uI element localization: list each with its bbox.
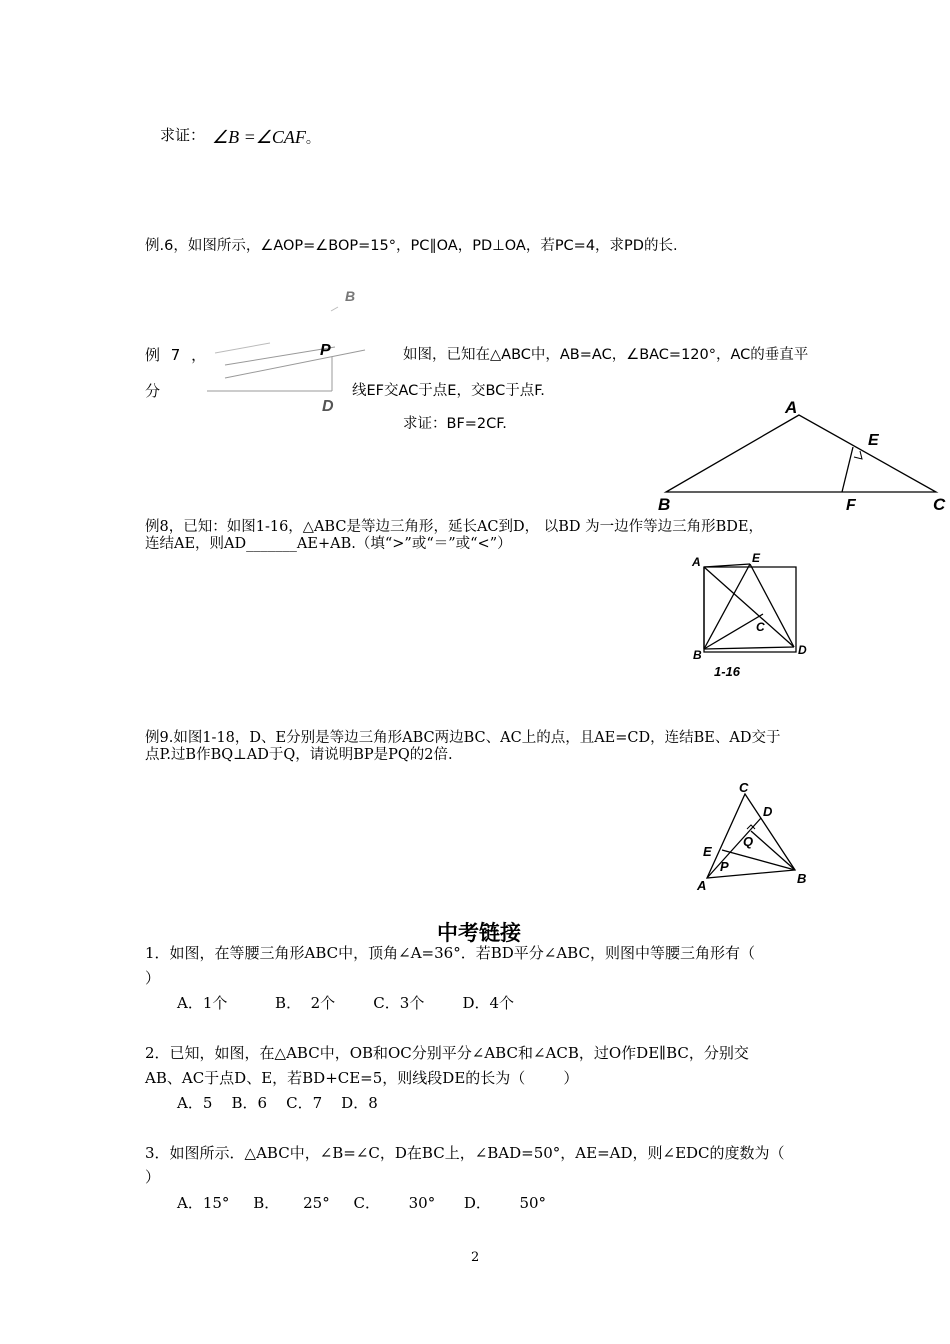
section-title: 中考链接 <box>437 921 521 945</box>
example-9-figure <box>695 778 825 898</box>
proof-prefix: 求证： <box>160 126 206 144</box>
label-q: Q <box>743 834 754 849</box>
question-1-line-2: ） <box>145 969 161 987</box>
example-9-line-1: 例9.如图1-18，D、E分别是等边三角形ABC两边BC、AC上的点，且AE=CD，连结BE、AD交于 <box>145 730 781 746</box>
label-e: E <box>703 844 712 859</box>
label-d: D <box>798 643 807 657</box>
question-3-options: A．15° B． 25° C． 30° D． 50° <box>177 1194 547 1212</box>
example-7-figure <box>650 395 950 515</box>
question-3-line-2: ） <box>145 1168 161 1186</box>
proof-formula-text: ∠B =∠CAF <box>212 127 306 147</box>
question-2-line-2: AB、AC于点D、E，若BD+CE=5，则线段DE的长为（ ） <box>145 1069 579 1087</box>
label-e: E <box>752 551 761 565</box>
question-2-options: A．5 B．6 C．7 D．8 <box>177 1094 378 1112</box>
label-a: A <box>785 398 798 417</box>
label-p: P <box>320 342 331 359</box>
label-a: A <box>692 555 701 569</box>
figure-caption: 1-16 <box>714 664 741 679</box>
example-9-line-2: 点P.过B作BQ⊥AD于Q，请说明BP是PQ的2倍. <box>145 747 453 763</box>
label-a: A <box>697 878 707 893</box>
question-1-options: A．1个 B． 2个 C．3个 D．4个 <box>177 994 515 1012</box>
label-c: C <box>756 620 765 634</box>
example-8-line-1: 例8，已知：如图1-16，△ABC是等边三角形，延长AC到D， 以BD 为一边作等边三角形BDE， <box>145 519 763 535</box>
proof-line <box>160 125 205 145</box>
question-2-line-1: 2．已知，如图，在△ABC中，OB和OC分别平分∠ABC和∠ACB，过O作DE∥BC，分别交 <box>145 1044 749 1062</box>
label-c: C <box>739 780 749 795</box>
label-c: C <box>933 495 946 514</box>
label-d: D <box>322 398 334 415</box>
question-3-line-1: 3．如图所示．△ABC中，∠B=∠C，D在BC上，∠BAD=50°，AE=AD，则∠EDC的度数为（ <box>145 1144 785 1162</box>
proof-formula <box>212 127 320 149</box>
label-f: F <box>846 497 856 514</box>
page-number: 2 <box>471 1250 480 1265</box>
example-7-text-1: 如图，已知在△ABC中，AB=AC，∠BAC=120°，AC的垂直平 <box>403 347 809 363</box>
label-p: P <box>720 859 729 874</box>
label-b: B <box>658 495 671 514</box>
label-d: D <box>763 804 773 819</box>
example-6-figure <box>195 285 375 415</box>
proof-suffix: 。 <box>305 131 320 147</box>
example-7-fen: 分 <box>145 382 161 400</box>
example-6: 例.6，如图所示，∠AOP=∠BOP=15°，PC∥OA，PD⊥OA，若PC=4，求PD的长. <box>145 238 678 254</box>
example-8-figure <box>688 552 818 687</box>
label-b: B <box>693 648 702 662</box>
example-7-text-2: 线EF交AC于点E，交BC于点F. <box>352 383 545 399</box>
label-b: B <box>797 871 807 886</box>
label-e: E <box>868 432 879 449</box>
label-b: B <box>345 288 356 304</box>
question-1-line-1: 1．如图，在等腰三角形ABC中，顶角∠A=36°．若BD平分∠ABC，则图中等腰三角形有（ <box>145 944 755 962</box>
example-7-prove: 求证：BF=2CF. <box>403 416 507 432</box>
example-8-line-2: 连结AE，则AD_______AE+AB.（填“>”或“＝”或“<”） <box>145 536 512 552</box>
example-7-label: 例 7 ， <box>145 346 207 364</box>
